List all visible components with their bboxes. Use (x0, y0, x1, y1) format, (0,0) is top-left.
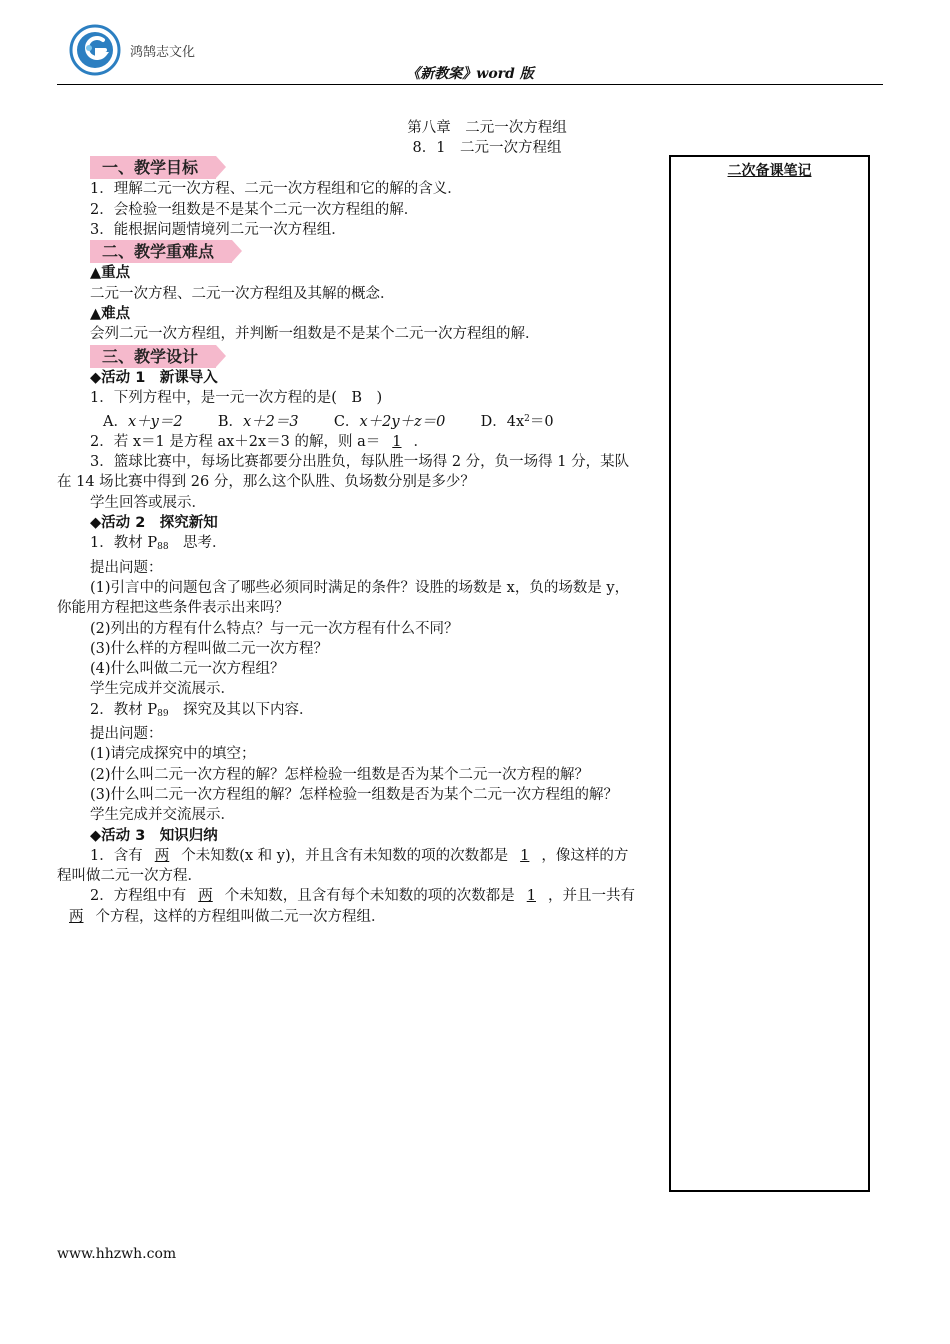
inquiry-question: (3)什么叫二元一次方程组的解？怎样检验一组数是否为某个二元一次方程组的解？ (90, 786, 619, 803)
textbook-reference (57, 533, 637, 557)
summary-text: 个未知数(x 和 y)，并且含有未知数的项的次数都是 (181, 847, 509, 864)
chapter-title: 第八章 二元一次方程组 (407, 120, 567, 136)
brand-name: 鸿鹄志文化 (130, 45, 196, 60)
inquiry-question: (2)列出的方程有什么特点？与一元一次方程有什么不同？ (90, 620, 459, 637)
goal-item: 3．能根据问题情境列二元一次方程组． (90, 221, 346, 238)
option-c-label: C． (333, 413, 360, 430)
page-number: 89 (157, 708, 169, 719)
option-d-label: D．4x (480, 413, 525, 430)
header-divider (57, 84, 883, 85)
page-header (57, 20, 883, 84)
footer-url[interactable]: www.hhzwh.com (57, 1246, 177, 1262)
answer-blank: 1 (526, 888, 536, 905)
question-2-text: 2．若 x＝1 是方程 ax＋2x＝3 的解，则 a＝ (90, 433, 381, 450)
reference-text: 思考． (168, 535, 227, 552)
section-banner-keypoints: 二、教学重难点 (90, 240, 232, 263)
reference-text: 2．教材 P (90, 701, 158, 718)
page-number: 88 (157, 542, 169, 553)
goal-item: 2．会检验一组数是不是某个二元一次方程组的解． (90, 201, 419, 218)
punctuation: ． (413, 433, 429, 450)
notes-title: 二次备课笔记 (727, 163, 812, 179)
document-title: 《新教案》word 版 (406, 66, 534, 82)
inquiry-question: (1)引言中的问题包含了哪些必须同时满足的条件？设胜的场数是 x，负的场数是 y，你能用方程把这些条件表示出来吗？ (57, 579, 630, 617)
summary-text: ，并且一共有 (547, 888, 635, 905)
option-b: x＋2＝3 (242, 413, 299, 430)
prompt-label: 提出问题： (90, 726, 163, 743)
option-d-exponent: 2 (524, 413, 530, 424)
summary-text: ，像这样的方程叫做二元一次方程． (57, 847, 629, 885)
answer-blank: 两 (69, 908, 84, 925)
question-2 (57, 432, 637, 452)
question-1-options (57, 409, 637, 432)
focus-text: 二元一次方程、二元一次方程组及其解的概念． (90, 285, 395, 302)
answer-blank: 两 (154, 847, 170, 864)
answer-blank: 1 (520, 847, 530, 864)
prompt-label: 提出问题： (90, 559, 163, 576)
option-c: x＋2y＋z＝0 (359, 413, 446, 430)
summary-text: 个方程，这样的方程组叫做二元一次方程组． (95, 908, 386, 925)
option-a-label: A． (103, 413, 128, 430)
inquiry-question: (1)请完成探究中的填空； (90, 746, 256, 763)
summary-1 (57, 846, 637, 887)
activity-note: 学生完成并交流展示． (90, 681, 235, 698)
summary-2 (57, 886, 637, 927)
activity-note: 学生回答或展示． (90, 494, 206, 511)
difficulty-text: 会列二元一次方程组，并判断一组数是不是某个二元一次方程组的解． (90, 326, 540, 343)
activity-title: ◆活动 2 探究新知 (90, 515, 218, 532)
lesson-content (57, 156, 637, 927)
question-3: 3．篮球比赛中，每场比赛都要分出胜负，每队胜一场得 2 分，负一场得 1 分，某队在 14 场比赛中得到 26 分，那么这个队胜、负场数分别是多少？ (57, 454, 630, 491)
answer-blank: 1 (392, 433, 402, 450)
inquiry-question: (4)什么叫做二元一次方程组？ (90, 661, 285, 678)
section-title: 8．1 二元一次方程组 (412, 140, 562, 156)
activity-title: ◆活动 3 知识归纳 (90, 827, 218, 844)
textbook-reference (57, 700, 637, 724)
section-banner-design: 三、教学设计 (90, 345, 216, 368)
activity-title: ◆活动 1 新课导入 (90, 369, 218, 386)
reference-text: 1．教材 P (90, 535, 158, 552)
summary-text: 2．方程组中有 (90, 888, 187, 905)
summary-text: 1．含有 (90, 847, 143, 864)
option-b-label: B． (217, 413, 243, 430)
question-1: 1．下列方程中，是一元一次方程的是( B ) (90, 390, 383, 407)
option-d-tail: ＝0 (529, 413, 554, 430)
inquiry-question: (2)什么叫二元一次方程的解？怎样检验一组数是否为某个二元一次方程的解？ (90, 766, 590, 783)
reference-text: 探究及其以下内容． (168, 701, 314, 718)
summary-text: 个未知数，且含有每个未知数的项的次数都是 (224, 888, 515, 905)
option-a: x＋y＝2 (127, 413, 183, 430)
goal-item: 1．理解二元一次方程、二元一次方程组和它的解的含义． (90, 181, 462, 198)
focus-label: ▲重点 (90, 265, 131, 282)
notes-panel[interactable] (669, 155, 870, 1192)
activity-note: 学生完成并交流展示． (90, 807, 235, 824)
answer-blank: 两 (198, 888, 213, 905)
section-banner-goals: 一、教学目标 (90, 156, 216, 179)
difficulty-label: ▲难点 (90, 306, 131, 323)
inquiry-question: (3)什么样的方程叫做二元一次方程？ (90, 640, 329, 657)
